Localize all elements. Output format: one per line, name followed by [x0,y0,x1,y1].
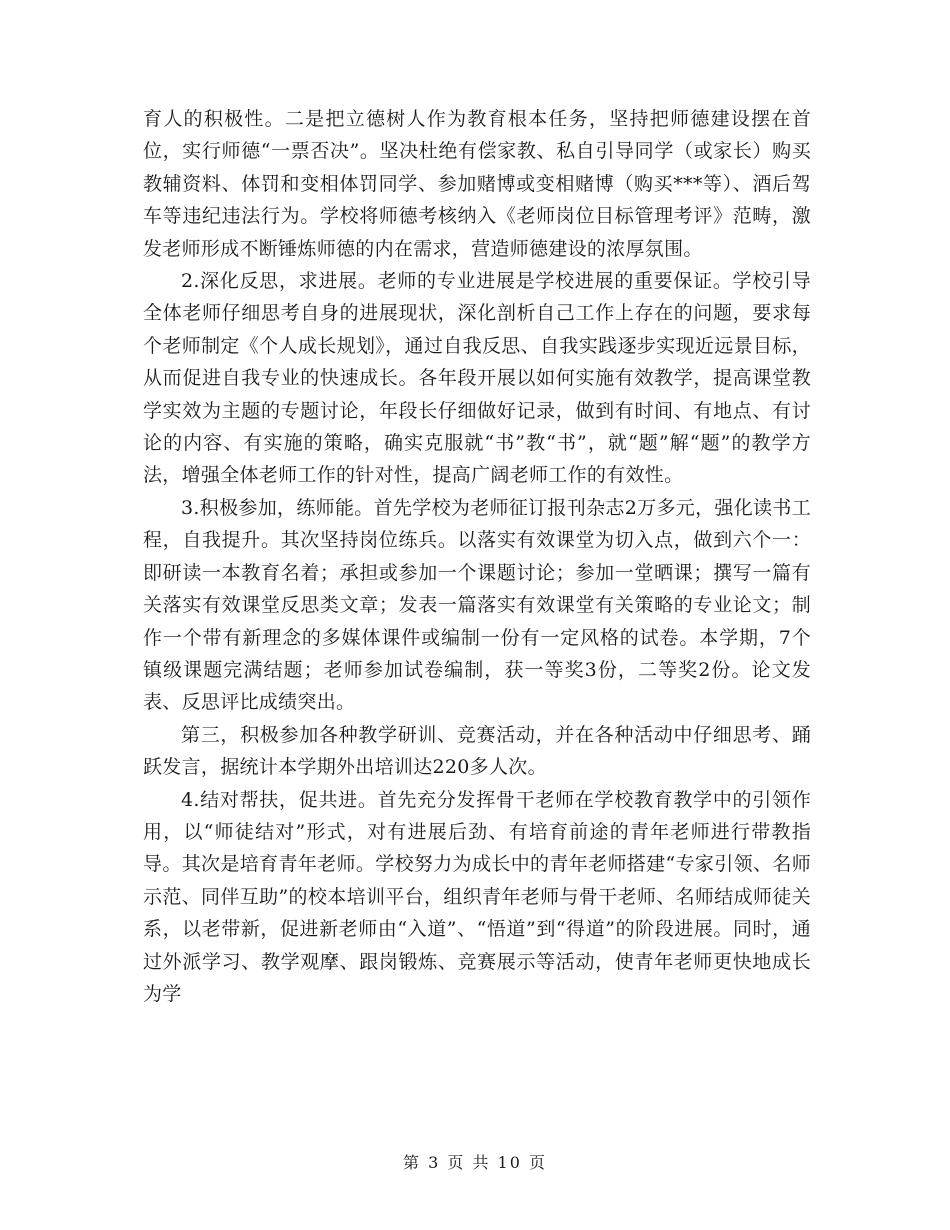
paragraph-3: 3.积极参加，练师能。首先学校为老师征订报刊杂志2万多元，强化读书工程，自我提升。其次坚持岗位练兵。以落实有效课堂为切入点，做到六个一：即研读一本教育名着；承担或参加一个课题讨论；参加一堂晒课；撰写一篇有关落实有效课堂反思类文章；发表一篇落实有效课堂有关策略的专业论文；制作一个带有新理念的多媒体课件或编制一份有一定风格的试卷。本学期，7个镇级课题完满结题；老师参加试卷编制，获一等奖3份，二等奖2份。论文发表、反思评比成绩突出。 [143,496,811,714]
paragraph-4: 第三，积极参加各种教学研训、竞赛活动，并在各种活动中仔细思考、踊跃发言，据统计本学期外出培训达220多人次。 [143,723,811,779]
document-body [143,103,811,1010]
paragraph-2: 2.深化反思，求进展。老师的专业进展是学校进展的重要保证。学校引导全体老师仔细思考自身的进展现状，深化剖析自己工作上存在的问题，要求每个老师制定《个人成长规划》，通过自我反思、自我实践逐步实现近远景目标，从而促进自我专业的快速成长。各年段开展以如何实施有效教学，提高课堂教学实效为主题的专题讨论，年段长仔细做好记录，做到有时间、有地点、有讨论的内容、有实施的策略，确实克服就“书”教“书”，就“题”解“题”的教学方法，增强全体老师工作的针对性，提高广阔老师工作的有效性。 [143,270,811,487]
paragraph-1: 育人的积极性。二是把立德树人作为教育根本任务，坚持把师德建设摆在首位，实行师德“一票否决”。坚决杜绝有偿家教、私自引导同学（或家长）购买教辅资料、体罚和变相体罚同学、参加赌博或变相赌博（购买***等）、酒后驾车等违纪违法行为。学校将师德考核纳入《老师岗位目标管理考评》范畴，激发老师形成不断锤炼师德的内在需求，营造师德建设的浓厚氛围。 [143,108,811,260]
page-number-footer: 第 3 页 共 10 页 [403,1153,547,1172]
paragraph-5: 4.结对帮扶，促共进。首先充分发挥骨干老师在学校教育教学中的引领作用，以“师徒结对”形式，对有进展后劲、有培育前途的青年老师进行带教指导。其次是培育青年老师。学校努力为成长中的青年老师搭建“专家引领、名师示范、同伴互助”的校本培训平台，组织青年老师与骨干老师、名师结成师徒关系，以老带新，促进新老师由“入道”、“悟道”到“得道”的阶段进展。同时，通过外派学习、教学观摩、跟岗锻炼、竞赛展示等活动，使青年老师更快地成长为学 [143,788,811,1005]
